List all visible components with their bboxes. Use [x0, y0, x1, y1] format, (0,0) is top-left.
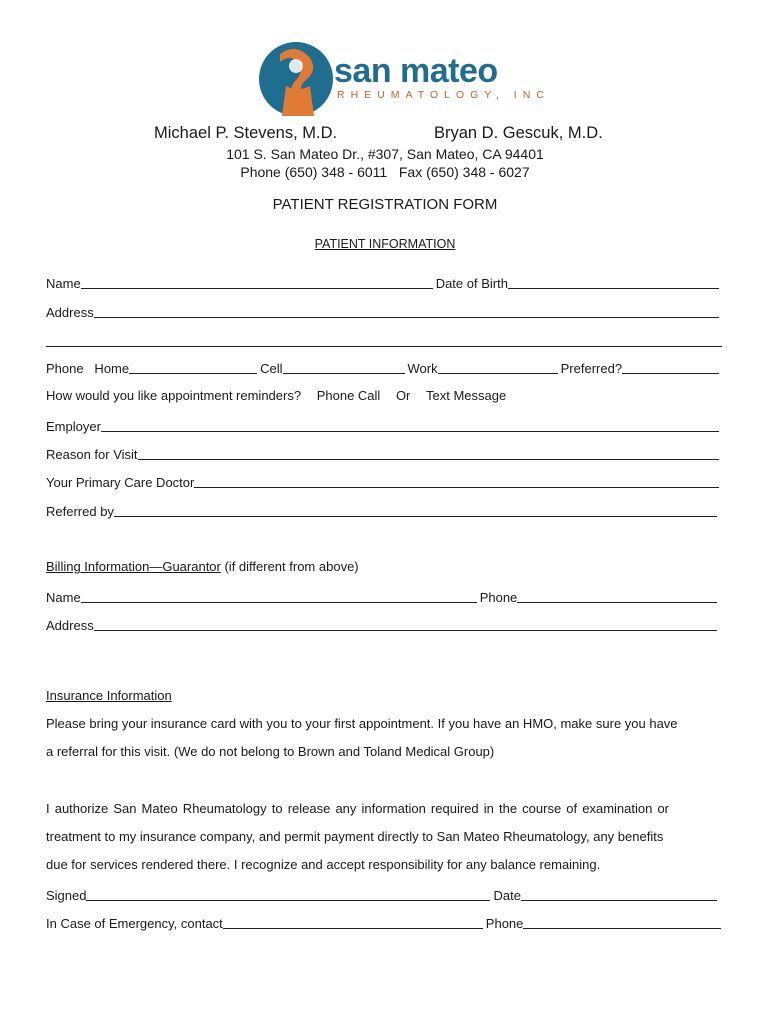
billing-phone-field[interactable] [517, 588, 717, 603]
billing-heading-row [46, 559, 359, 574]
section-patient-information: PATIENT INFORMATION [314, 237, 456, 251]
doctor-2: Bryan D. Gescuk, M.D. [434, 124, 603, 142]
work-label: Work [407, 361, 438, 376]
auth-line-2: treatment to my insurance company, and permit payment directly to San Mateo Rheumatology, any benefits [46, 829, 664, 844]
reminders-question: How would you like appointment reminders? [46, 388, 302, 403]
billing-heading: Billing Information—Guarantor [46, 559, 221, 574]
employer-label: Employer [46, 419, 101, 434]
reason-field[interactable] [138, 445, 719, 460]
address-label: Address [46, 305, 94, 320]
pcp-label: Your Primary Care Doctor [46, 475, 195, 490]
emergency-contact-field[interactable] [223, 914, 483, 929]
cell-field[interactable] [283, 359, 405, 374]
address-field[interactable] [94, 303, 719, 318]
row-signed [46, 886, 720, 903]
signature-field[interactable] [86, 886, 490, 901]
joint-logo-icon [258, 40, 338, 118]
billing-name-field[interactable] [81, 588, 477, 603]
work-field[interactable] [438, 359, 558, 374]
logo-subtitle: RHEUMATOLOGY, INC [337, 89, 550, 101]
row-pcp [46, 473, 722, 490]
insurance-heading: Insurance Information [46, 688, 172, 703]
phone-home-label: Phone Home [46, 361, 130, 376]
phone-home-field[interactable] [129, 359, 257, 374]
date-label: Date [493, 888, 521, 903]
billing-phone-label: Phone [479, 590, 518, 605]
emergency-phone-field[interactable] [523, 914, 721, 929]
practice-logo [258, 40, 338, 118]
billing-address-label: Address [46, 618, 94, 633]
option-or: Or [395, 388, 411, 403]
practice-address: 101 S. San Mateo Dr., #307, San Mateo, CA 94401 [226, 146, 544, 162]
row-emergency [46, 914, 724, 931]
insurance-line-1: Please bring your insurance card with you to your first appointment. If you have an HMO, make sure you have [46, 716, 678, 731]
preferred-label: Preferred? [560, 361, 623, 376]
auth-line-1: I authorize San Mateo Rheumatology to release any information required in the course of examination or [46, 801, 670, 816]
doctor-1: Michael P. Stevens, M.D. [154, 124, 338, 142]
row-employer [46, 417, 722, 434]
option-phone-call[interactable]: Phone Call [316, 388, 381, 403]
dob-field[interactable] [508, 274, 719, 289]
billing-note: (if different from above) [220, 559, 359, 574]
employer-field[interactable] [101, 417, 719, 432]
name-label: Name [46, 276, 81, 291]
row-reminders [46, 388, 506, 403]
practice-phone-fax: Phone (650) 348 - 6011 Fax (650) 348 - 6027 [240, 164, 530, 180]
referred-label: Referred by [46, 504, 114, 519]
row-phones [46, 359, 722, 376]
preferred-field[interactable] [622, 359, 719, 374]
logo-name: san mateo [334, 52, 498, 90]
reason-label: Reason for Visit [46, 447, 138, 462]
dob-label: Date of Birth [435, 276, 508, 291]
option-text-message[interactable]: Text Message [426, 388, 507, 403]
cell-label: Cell [260, 361, 283, 376]
row-billing-address [46, 616, 720, 633]
insurance-line-2: a referral for this visit. (We do not belong to Brown and Toland Medical Group) [46, 744, 495, 759]
referred-field[interactable] [114, 502, 717, 517]
name-field[interactable] [81, 274, 433, 289]
row-reason [46, 445, 722, 462]
signed-label: Signed [46, 888, 87, 903]
auth-line-3: due for services rendered there. I recognize and accept responsibility for any balance remaining. [46, 857, 601, 872]
date-field[interactable] [521, 886, 717, 901]
row-referred [46, 502, 720, 519]
row-billing-name [46, 588, 720, 605]
row-name-dob [46, 274, 722, 291]
emergency-label: In Case of Emergency, contact [46, 916, 223, 931]
pcp-field[interactable] [194, 473, 719, 488]
billing-name-label: Name [46, 590, 81, 605]
address-field-line2[interactable] [46, 346, 722, 347]
form-title: PATIENT REGISTRATION FORM [272, 196, 498, 213]
emergency-phone-label: Phone [485, 916, 524, 931]
billing-address-field[interactable] [94, 616, 717, 631]
row-address [46, 303, 722, 320]
